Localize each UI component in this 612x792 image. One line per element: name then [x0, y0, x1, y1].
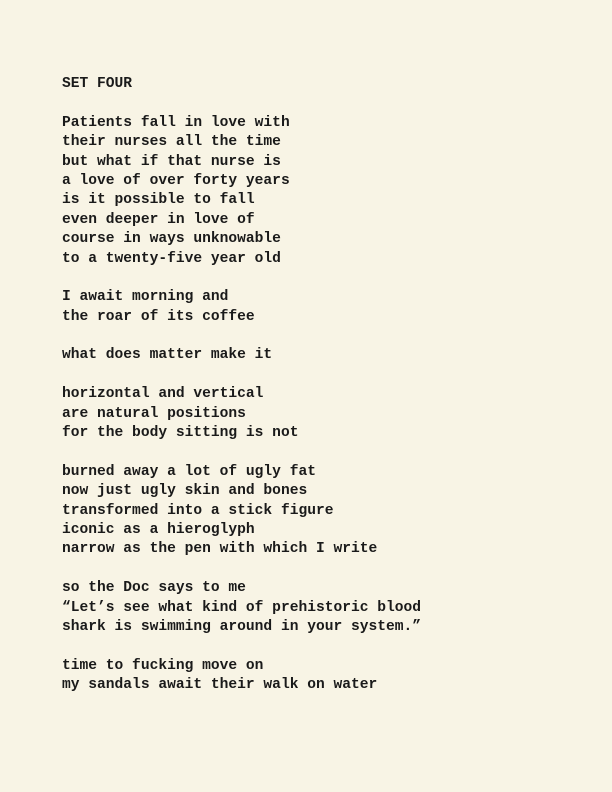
poem-title: SET FOUR [62, 76, 133, 92]
poem-line: horizontal and vertical [62, 386, 264, 403]
poem-line: shark is swimming around in your system.” [62, 618, 422, 635]
poem-line: now just ugly skin and bones [62, 483, 308, 500]
poem-line: my sandals await their walk on water [62, 677, 378, 694]
poem-line: “Let’s see what kind of prehistoric blood [62, 599, 422, 616]
stanza-2 [62, 288, 582, 327]
poem-line: their nurses all the time [62, 134, 281, 151]
stanza-5 [62, 463, 582, 560]
poem-line: Patients fall in love with [62, 114, 290, 131]
poem-line: a love of over forty years [62, 172, 290, 189]
poem-line: course in ways unknowable [62, 231, 281, 248]
poem-line: what does matter make it [62, 347, 273, 364]
poem-line: but what if that nurse is [62, 153, 281, 170]
poem-line: narrow as the pen with which I write [62, 541, 378, 558]
poem-line: burned away a lot of ugly fat [62, 463, 316, 480]
poem-line: transformed into a stick figure [62, 502, 334, 519]
poem-line: are natural positions [62, 405, 246, 422]
poem-line: iconic as a hieroglyph [62, 522, 255, 538]
poem-line: I await morning and [62, 289, 229, 306]
poem-line: even deeper in love of [62, 211, 255, 228]
poem-line: the roar of its coffee [62, 308, 255, 325]
poem-line: for the body sitting is not [62, 425, 299, 442]
stanza-6 [62, 579, 582, 637]
stanza-1 [62, 114, 582, 269]
poem-line: so the Doc says to me [62, 580, 246, 597]
poem-line: is it possible to fall [62, 192, 255, 209]
poem-page [62, 75, 582, 715]
stanza-7 [62, 657, 582, 696]
poem-line: to a twenty-five year old [62, 250, 281, 267]
stanza-4 [62, 385, 582, 443]
stanza-3 [62, 346, 582, 365]
poem-line: time to fucking move on [62, 657, 264, 674]
